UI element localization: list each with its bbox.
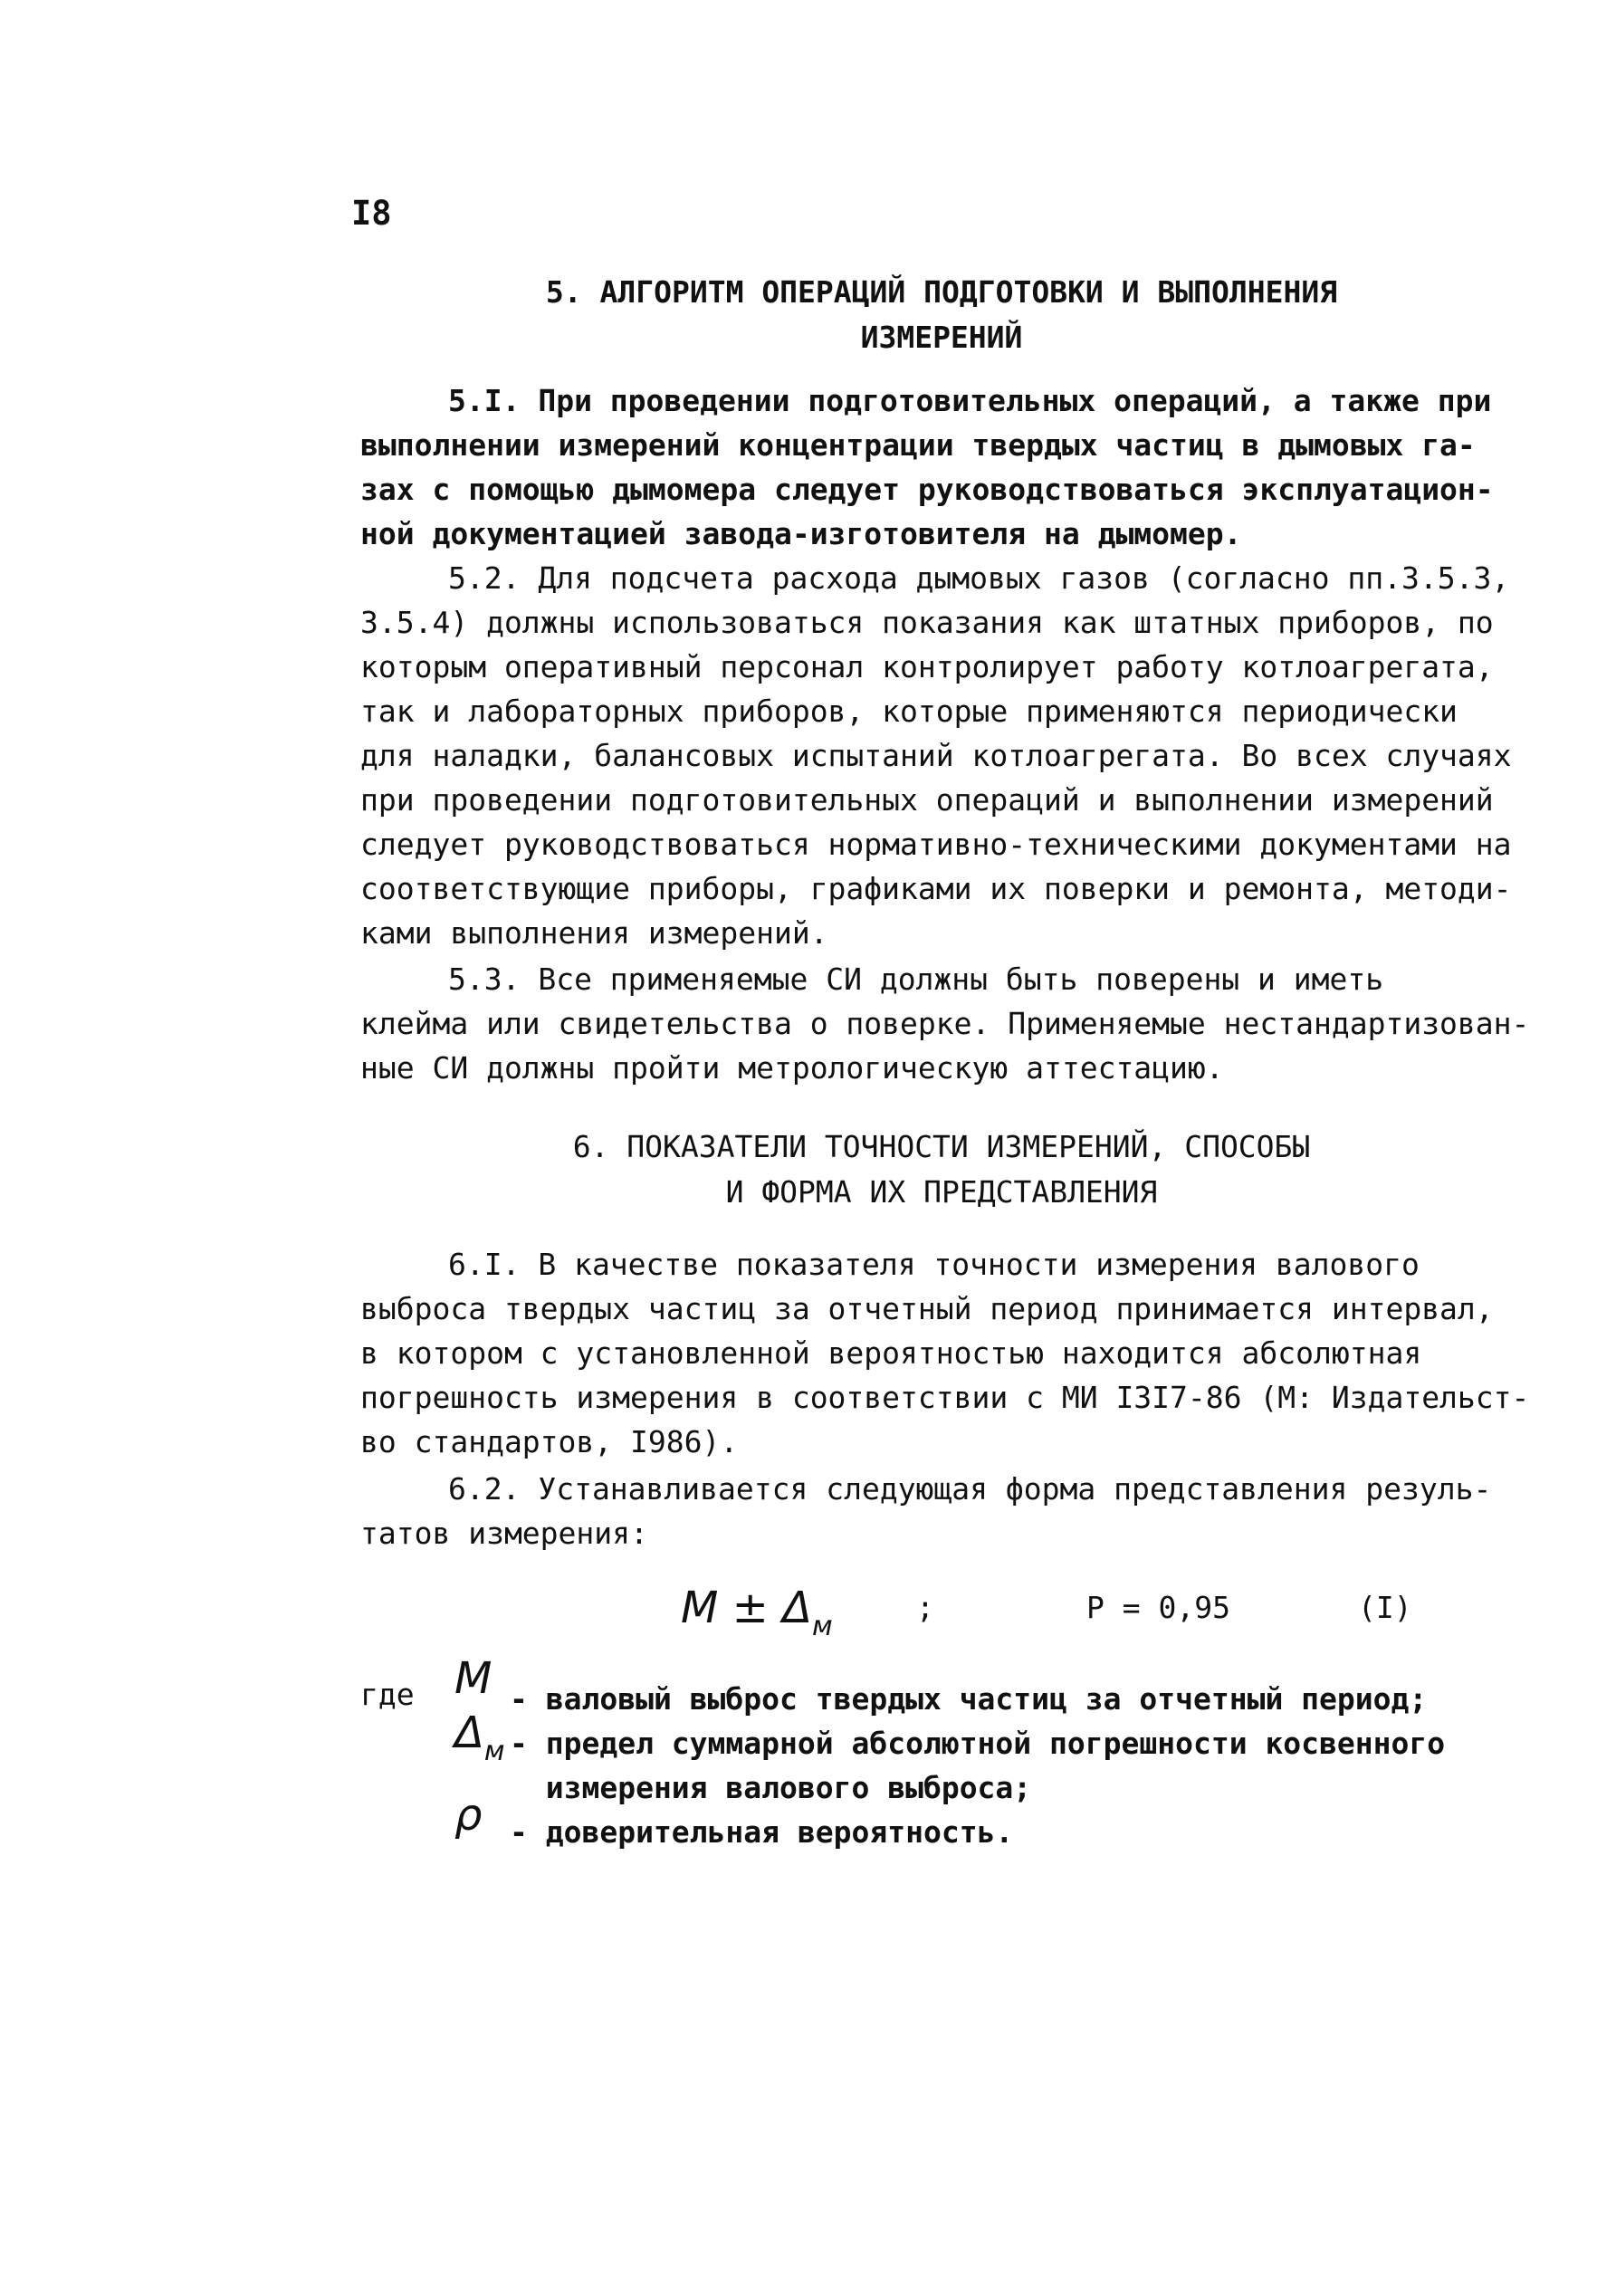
text-line: 5.3. Все применяемые СИ должны быть поверены и иметь [448,961,1384,997]
text-line: клейма или свидетельства о поверке. Применяемые нестандартизован- [360,1006,1530,1041]
text-line: зах с помощью дымомера следует руководствоваться эксплуатацион- [360,472,1494,507]
text-line: которым оперативный персонал контролирует работу котлоагрегата, [360,649,1494,684]
formula-number: (I) [1358,1590,1412,1625]
text-line: в котором с установленной вероятностью находится абсолютная [360,1335,1422,1371]
section-5-heading [353,270,1530,360]
text-line: соответствующие приборы, графиками их поверки и ремонта, методи- [360,871,1512,906]
text-line: 6.2. Устанавливается следующая форма представления резуль- [448,1471,1492,1507]
definition-text-m: - валовый выброс твердых частиц за отчетный период; [510,1681,1428,1717]
text-line: 3.5.4) должны использоваться показания как штатных приборов, по [360,605,1494,640]
formula-expression [681,1583,833,1642]
text-line: следует руководствоваться нормативно-техническими документами на [360,827,1512,862]
section-6-heading-line-1: 6. ПОКАЗАТЕЛИ ТОЧНОСТИ ИЗМЕРЕНИЙ, СПОСОБЫ [572,1129,1311,1164]
text-line: погрешность измерения в соответствии с МИ I3I7-86 (М: Издательст- [360,1380,1530,1415]
text-line: 6.I. В качестве показателя точности измерения валового [448,1247,1420,1282]
definition-symbol-rho: ρ [454,1790,483,1841]
formula-probability: Р = 0,95 [1086,1590,1230,1625]
definition-text-delta-line-1: - предел суммарной абсолютной погрешности косвенного [510,1726,1446,1761]
text-line: так и лабораторных приборов, которые применяются периодически [360,694,1458,729]
formula-main: M ± Δ [681,1583,812,1633]
definition-symbol-delta: Δм [454,1708,505,1767]
text-line: татов измерения: [360,1516,648,1551]
where-label: где [360,1677,415,1712]
text-line: для наладки, балансовых испытаний котлоагрегата. Во всех случаях [360,738,1512,773]
section-5-heading-line-1: 5. АЛГОРИТМ ОПЕРАЦИЙ ПОДГОТОВКИ И ВЫПОЛНЕНИЯ [545,274,1338,310]
text-line: ные СИ должны пройти метрологическую аттестацию. [360,1050,1224,1086]
page-number: I8 [351,194,392,233]
definition-text-rho: - доверительная вероятность. [510,1814,1014,1850]
section-5-heading-line-2: ИЗМЕРЕНИЙ [860,320,1023,355]
text-line: ками выполнения измерений. [360,915,828,951]
text-line: выполнении измерений концентрации твердых частиц в дымовых га- [360,427,1476,463]
text-line: 5.2. Для подсчета расхода дымовых газов (согласно пп.3.5.3, [448,560,1510,596]
definition-symbol-m: M [454,1653,492,1704]
section-6-heading [353,1124,1530,1215]
section-6-heading-line-2: И ФОРМА ИХ ПРЕДСТАВЛЕНИЯ [725,1174,1158,1210]
text-line: 5.I. При проведении подготовительных операций, а также при [448,383,1492,418]
formula-subscript: м [811,1611,833,1642]
text-line: во стандартов, I986). [360,1424,739,1459]
text-line: ной документацией завода-изготовителя на дымомер. [360,516,1242,551]
definition-text-delta-line-2: измерения валового выброса; [510,1770,1032,1805]
text-line: при проведении подготовительных операций и выполнении измерений [360,782,1494,818]
text-line: выброса твердых частиц за отчетный период принимается интервал, [360,1291,1494,1326]
formula-separator: ; [916,1590,934,1625]
